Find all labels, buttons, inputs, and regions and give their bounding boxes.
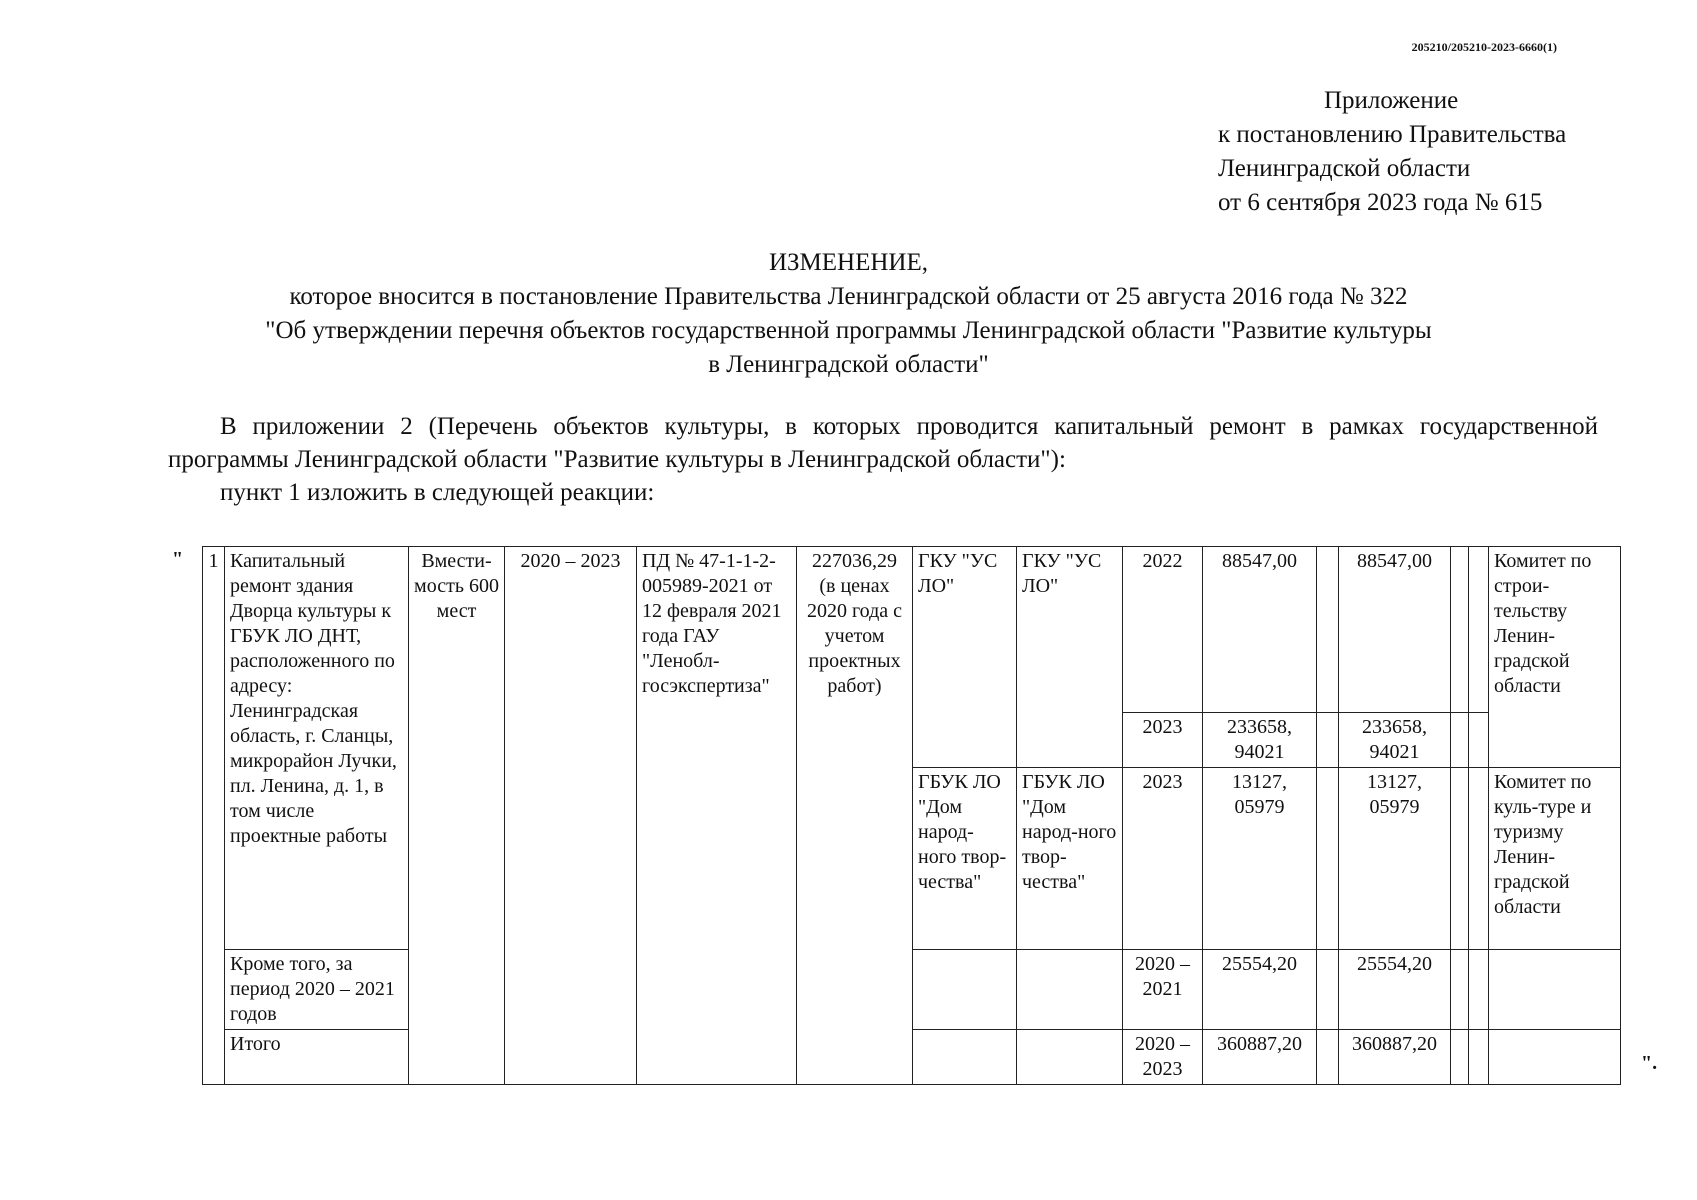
empty-cell	[1317, 768, 1339, 950]
opening-quote: "	[172, 548, 184, 570]
empty-cell	[1451, 1030, 1469, 1085]
year: 2023	[1123, 768, 1203, 950]
empty-cell	[1317, 713, 1339, 768]
body-text	[168, 410, 1598, 509]
empty-cell	[1469, 713, 1489, 768]
year: 2023	[1123, 713, 1203, 768]
year: 2022	[1123, 547, 1203, 713]
empty-cell	[1317, 547, 1339, 713]
paragraph: В приложении 2 (Перечень объектов культуры, в которых проводится капитальный ремонт в рамках государственной программы Ленинградской области "Развитие культуры в Ленинградской области"):	[168, 413, 1598, 473]
regional-amount: 13127, 05979	[1339, 768, 1451, 950]
empty-cell	[913, 1030, 1017, 1085]
regional-amount: 25554,20	[1339, 950, 1451, 1030]
document-title-block	[0, 246, 1697, 382]
regional-amount: 88547,00	[1339, 547, 1451, 713]
object-name: Капитальный ремонт здания Дворца культуры к ГБУК ЛО ДНТ, расположенного по адресу: Ленинградская область, г. Сланцы, микрорайон Лучки, пл. Ленина, д. 1, в том числе проектные работы	[225, 547, 409, 950]
empty-cell	[1489, 950, 1621, 1030]
empty-cell	[1469, 950, 1489, 1030]
responsible-committee: Комитет по строи-тельству Ленин-градской области	[1489, 547, 1621, 768]
registration-number: 205210/205210-2023-6660(1)	[1411, 40, 1557, 54]
appendix-line: к постановлению Правительства	[1218, 121, 1567, 148]
total-amount: 13127, 05979	[1203, 768, 1317, 950]
project-document: ПД № 47-1-1-2-005989-2021 от 12 февраля 2021 года ГАУ "Ленобл-госэкспертиза"	[637, 547, 797, 1085]
responsible-committee: Комитет по куль-туре и туризму Ленин-градской области	[1489, 768, 1621, 950]
total-label: Итого	[225, 1030, 409, 1085]
document-subtitle-line: которое вносится в постановление Правительства Ленинградской области от 25 августа 2016 года № 322	[289, 283, 1408, 310]
regional-amount: 360887,20	[1339, 1030, 1451, 1085]
total-amount: 25554,20	[1203, 950, 1317, 1030]
table-row	[203, 547, 1621, 713]
estimated-cost: 227036,29 (в ценах 2020 года с учетом проектных работ)	[797, 547, 913, 1085]
empty-cell	[1451, 713, 1469, 768]
empty-cell	[1469, 768, 1489, 950]
year: 2020 – 2021	[1123, 950, 1203, 1030]
besides-label: Кроме того, за период 2020 – 2021 годов	[225, 950, 409, 1030]
empty-cell	[913, 950, 1017, 1030]
appendix-line: от 6 сентября 2023 года № 615	[1218, 189, 1543, 216]
executor: ГКУ "УС ЛО"	[1017, 547, 1123, 768]
empty-cell	[1489, 1030, 1621, 1085]
total-amount: 360887,20	[1203, 1030, 1317, 1085]
customer: ГКУ "УС ЛО"	[913, 547, 1017, 768]
total-amount: 88547,00	[1203, 547, 1317, 713]
empty-cell	[1317, 950, 1339, 1030]
row-number: 1	[203, 547, 225, 1085]
empty-cell	[1469, 1030, 1489, 1085]
appendix-line: Ленинградской области	[1218, 155, 1471, 182]
empty-cell	[1017, 950, 1123, 1030]
executor: ГБУК ЛО "Дом народ-ного твор-чества"	[1017, 768, 1123, 950]
regional-amount: 233658, 94021	[1339, 713, 1451, 768]
objects-table	[202, 546, 1621, 1085]
capacity: Вмести-мость 600 мест	[409, 547, 505, 1085]
document-subtitle-line: в Ленинградской области"	[708, 351, 989, 378]
empty-cell	[1451, 768, 1469, 950]
empty-cell	[1317, 1030, 1339, 1085]
empty-cell	[1451, 547, 1469, 713]
appendix-line: Приложение	[1324, 87, 1459, 114]
paragraph: пункт 1 изложить в следующей реакции:	[220, 479, 655, 506]
appendix-header	[1218, 84, 1566, 220]
empty-cell	[1469, 547, 1489, 713]
year: 2020 – 2023	[1123, 1030, 1203, 1085]
empty-cell	[1017, 1030, 1123, 1085]
customer: ГБУК ЛО "Дом народ-ного твор-чества"	[913, 768, 1017, 950]
total-amount: 233658, 94021	[1203, 713, 1317, 768]
closing-quote: ".	[1641, 1052, 1658, 1074]
empty-cell	[1451, 950, 1469, 1030]
document-title: ИЗМЕНЕНИЕ,	[768, 249, 929, 276]
document-subtitle-line: "Об утверждении перечня объектов государственной программы Ленинградской области "Развитие культуры	[265, 317, 1432, 344]
period: 2020 – 2023	[505, 547, 637, 1085]
